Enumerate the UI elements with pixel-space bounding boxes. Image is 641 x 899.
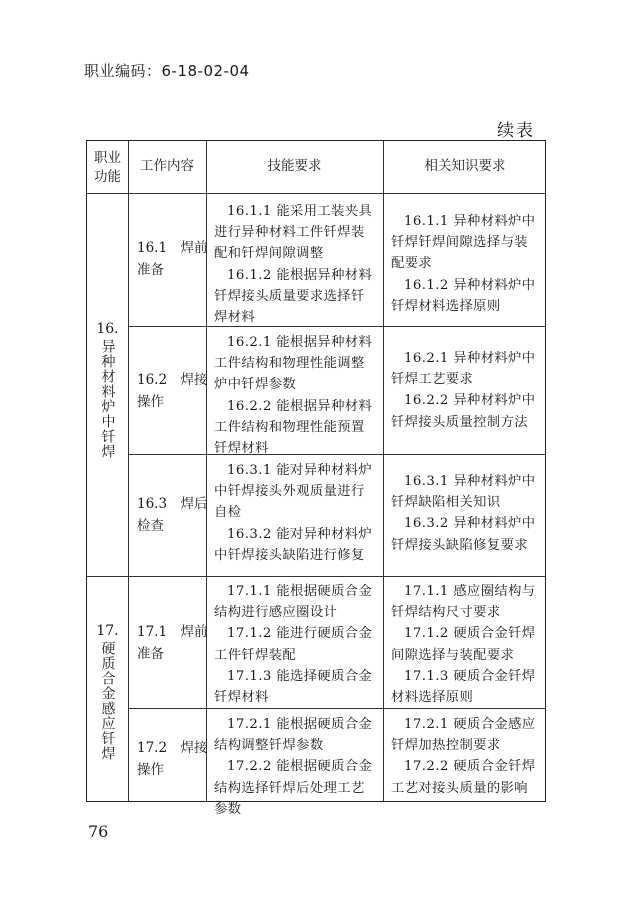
work-16-3: 16.3 焊后检查: [137, 496, 208, 534]
skills-16-2: 16.2.1 能根据异种材料工件结构和物理性能调整炉中钎焊参数 16.2.2 能根据异种材料工件结构和物理性能预置钎焊材料: [214, 335, 373, 457]
header-skills: 技能要求: [267, 158, 322, 174]
row-divider: [87, 576, 545, 577]
skills-table: [86, 140, 546, 817]
skills-16-1: 16.1.1 能采用工装夹具进行异种材料工件钎焊装配和钎焊间隙调整 16.1.2 能根据异种材料钎焊接头质量要求选择钎焊材料: [214, 204, 373, 326]
knowledge-16-3: 16.3.1 异种材料炉中钎焊缺陷相关知识 16.3.2 异种材料炉中钎焊接头缺陷修复要求: [391, 474, 536, 553]
header-work: 工作内容: [140, 158, 194, 174]
function-17: 17. 硬质合金感应钎焊: [96, 623, 119, 761]
knowledge-17-2: 17.2.1 硬质合金感应钎焊加热控制要求 17.2.2 硬质合金钎焊工艺对接头质量的影响: [391, 717, 536, 796]
knowledge-16-1: 16.1.1 异种材料炉中钎焊钎焊间隙选择与装配要求 16.1.2 异种材料炉中钎焊材料选择原则: [391, 214, 536, 314]
col-divider: [128, 141, 129, 801]
occupation-code: 职业编码：6-18-02-04: [84, 62, 250, 80]
skills-16-3: 16.3.1 能对异种材料炉中钎焊接头外观质量进行自检 16.3.2 能对异种材料炉中钎焊接头缺陷进行修复: [214, 463, 373, 563]
work-17-2: 17.2 焊接操作: [137, 740, 208, 778]
skills-17-2: 17.2.1 能根据硬质合金结构调整钎焊参数 17.2.2 能根据硬质合金结构选择钎焊后处理工艺参数: [214, 717, 373, 817]
knowledge-17-1: 17.1.1 感应圈结构与钎焊结构尺寸要求 17.1.2 硬质合金钎焊间隙选择与装配要求 17.1.3 硬质合金钎焊材料选择原则: [391, 584, 536, 706]
page-number: 76: [88, 822, 109, 841]
work-17-1: 17.1 焊前准备: [137, 624, 208, 662]
continued-label: 续表: [497, 121, 535, 141]
knowledge-16-2: 16.2.1 异种材料炉中钎焊工艺要求 16.2.2 异种材料炉中钎焊接头质量控制方法: [391, 351, 536, 430]
skills-17-1: 17.1.1 能根据硬质合金结构进行感应圈设计 17.1.2 能进行硬质合金工件钎焊装配 17.1.3 能选择硬质合金钎焊材料: [214, 584, 373, 706]
header-function: 职业 功能: [94, 150, 121, 185]
row-divider: [87, 193, 545, 194]
header-knowledge: 相关知识要求: [424, 158, 506, 174]
function-16: 16. 异种材料炉中钎焊: [96, 321, 119, 459]
work-16-1: 16.1 焊前准备: [137, 240, 208, 278]
work-16-2: 16.2 焊接操作: [137, 372, 208, 410]
col-divider: [383, 141, 384, 801]
